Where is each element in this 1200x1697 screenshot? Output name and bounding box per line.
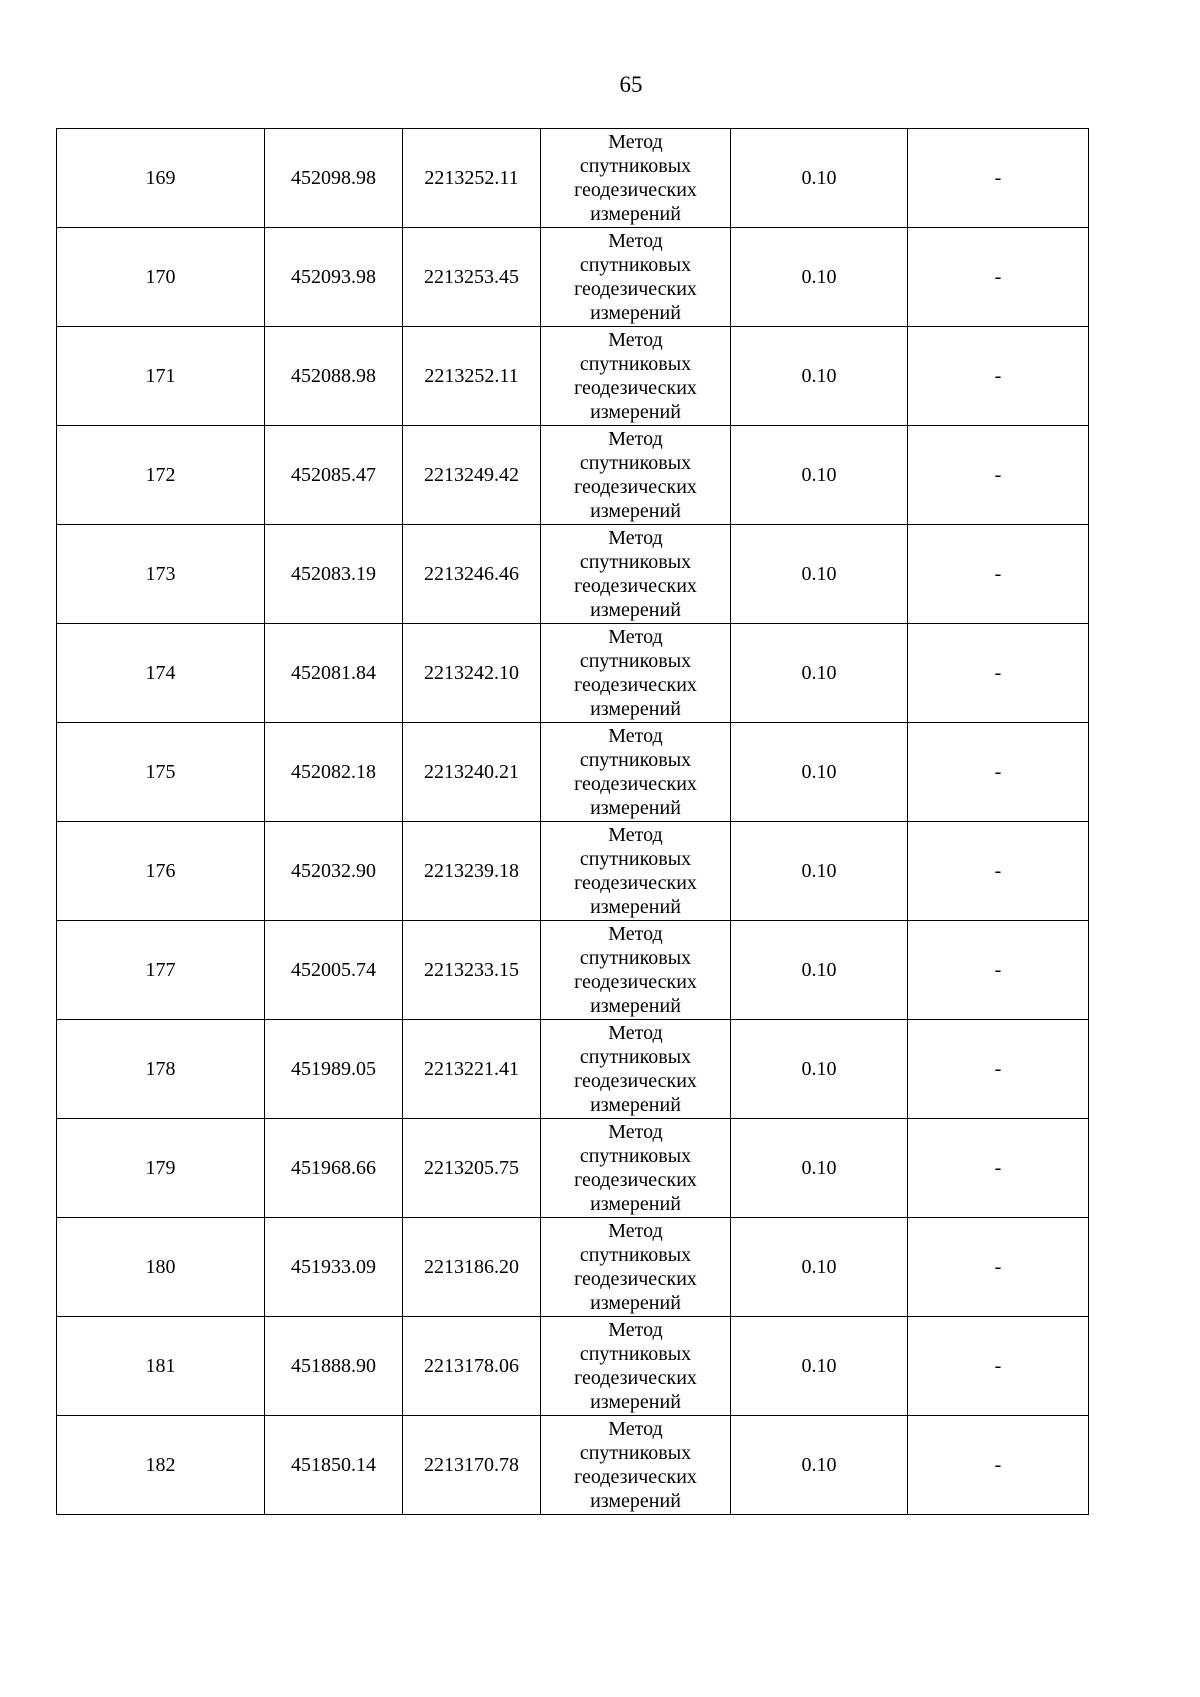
point-number-cell: 174: [57, 624, 265, 723]
point-number-cell: 172: [57, 426, 265, 525]
method-cell: [541, 822, 731, 921]
x-coordinate-cell: 452082.18: [265, 723, 403, 822]
accuracy-cell: 0.10: [731, 1119, 908, 1218]
accuracy-cell: 0.10: [731, 624, 908, 723]
x-coordinate-cell: 451989.05: [265, 1020, 403, 1119]
y-coordinate-cell: 2213186.20: [403, 1218, 541, 1317]
note-cell: -: [908, 822, 1089, 921]
method-line: Метод: [608, 1121, 663, 1143]
table-row: [57, 327, 1089, 426]
accuracy-cell: 0.10: [731, 525, 908, 624]
accuracy-cell: 0.10: [731, 1020, 908, 1119]
method-line: геодезических: [574, 1169, 697, 1191]
method-line: спутниковых: [579, 650, 692, 672]
table-row: [57, 1317, 1089, 1416]
method-line: геодезических: [574, 1268, 697, 1290]
method-line: Метод: [608, 1319, 663, 1341]
method-cell: [541, 723, 731, 822]
method-line: геодезических: [574, 1070, 697, 1092]
note-cell: -: [908, 1416, 1089, 1515]
accuracy-cell: 0.10: [731, 921, 908, 1020]
method-line: Метод: [608, 923, 663, 945]
method-line: Метод: [608, 824, 663, 846]
y-coordinate-cell: 2213170.78: [403, 1416, 541, 1515]
method-line: спутниковых: [579, 947, 692, 969]
point-number-cell: 178: [57, 1020, 265, 1119]
accuracy-cell: 0.10: [731, 129, 908, 228]
y-coordinate-cell: 2213253.45: [403, 228, 541, 327]
y-coordinate-cell: 2213239.18: [403, 822, 541, 921]
table-row: [57, 1119, 1089, 1218]
table-row: [57, 129, 1089, 228]
method-cell: [541, 921, 731, 1020]
method-cell: [541, 228, 731, 327]
method-line: Метод: [608, 1220, 663, 1242]
method-line: измерений: [590, 896, 681, 918]
method-line: измерений: [590, 1391, 681, 1413]
method-line: Метод: [608, 131, 663, 153]
accuracy-cell: 0.10: [731, 327, 908, 426]
table-row: [57, 1020, 1089, 1119]
accuracy-cell: 0.10: [731, 723, 908, 822]
x-coordinate-cell: 452032.90: [265, 822, 403, 921]
method-cell: [541, 1317, 731, 1416]
point-number-cell: 176: [57, 822, 265, 921]
table-row: [57, 822, 1089, 921]
method-line: геодезических: [574, 575, 697, 597]
method-line: спутниковых: [579, 1442, 692, 1464]
method-line: геодезических: [574, 971, 697, 993]
y-coordinate-cell: 2213252.11: [403, 327, 541, 426]
method-line: Метод: [608, 428, 663, 450]
note-cell: -: [908, 1218, 1089, 1317]
method-cell: [541, 624, 731, 723]
x-coordinate-cell: 452005.74: [265, 921, 403, 1020]
page-number: 65: [619, 72, 643, 97]
method-line: измерений: [590, 1094, 681, 1116]
method-line: Метод: [608, 1418, 663, 1440]
method-cell: [541, 1218, 731, 1317]
method-cell: [541, 1416, 731, 1515]
point-number-cell: 169: [57, 129, 265, 228]
table-row: [57, 228, 1089, 327]
method-line: спутниковых: [579, 1046, 692, 1068]
point-number-cell: 170: [57, 228, 265, 327]
x-coordinate-cell: 452081.84: [265, 624, 403, 723]
method-line: спутниковых: [579, 1343, 692, 1365]
table-row: [57, 921, 1089, 1020]
note-cell: -: [908, 921, 1089, 1020]
note-cell: -: [908, 525, 1089, 624]
y-coordinate-cell: 2213221.41: [403, 1020, 541, 1119]
x-coordinate-cell: 452093.98: [265, 228, 403, 327]
y-coordinate-cell: 2213249.42: [403, 426, 541, 525]
method-line: Метод: [608, 527, 663, 549]
x-coordinate-cell: 451888.90: [265, 1317, 403, 1416]
method-line: спутниковых: [579, 1145, 692, 1167]
method-line: измерений: [590, 1292, 681, 1314]
y-coordinate-cell: 2213178.06: [403, 1317, 541, 1416]
method-line: Метод: [608, 1022, 663, 1044]
point-number-cell: 180: [57, 1218, 265, 1317]
method-line: измерений: [590, 698, 681, 720]
x-coordinate-cell: 452083.19: [265, 525, 403, 624]
method-line: спутниковых: [579, 452, 692, 474]
method-line: геодезических: [574, 278, 697, 300]
method-line: геодезических: [574, 773, 697, 795]
x-coordinate-cell: 451968.66: [265, 1119, 403, 1218]
method-line: измерений: [590, 1490, 681, 1512]
y-coordinate-cell: 2213242.10: [403, 624, 541, 723]
method-line: спутниковых: [579, 551, 692, 573]
method-cell: [541, 525, 731, 624]
table-row: [57, 624, 1089, 723]
table-row: [57, 1218, 1089, 1317]
note-cell: -: [908, 228, 1089, 327]
point-number-cell: 171: [57, 327, 265, 426]
method-line: Метод: [608, 329, 663, 351]
note-cell: -: [908, 426, 1089, 525]
note-cell: -: [908, 624, 1089, 723]
method-line: измерений: [590, 500, 681, 522]
method-line: геодезических: [574, 872, 697, 894]
y-coordinate-cell: 2213205.75: [403, 1119, 541, 1218]
point-number-cell: 181: [57, 1317, 265, 1416]
note-cell: -: [908, 1020, 1089, 1119]
table-row: [57, 426, 1089, 525]
y-coordinate-cell: 2213240.21: [403, 723, 541, 822]
y-coordinate-cell: 2213246.46: [403, 525, 541, 624]
x-coordinate-cell: 451933.09: [265, 1218, 403, 1317]
accuracy-cell: 0.10: [731, 1317, 908, 1416]
method-cell: [541, 129, 731, 228]
method-line: спутниковых: [579, 155, 692, 177]
x-coordinate-cell: 452088.98: [265, 327, 403, 426]
table-row: [57, 1416, 1089, 1515]
method-line: геодезических: [574, 476, 697, 498]
method-line: Метод: [608, 626, 663, 648]
method-line: измерений: [590, 797, 681, 819]
y-coordinate-cell: 2213252.11: [403, 129, 541, 228]
y-coordinate-cell: 2213233.15: [403, 921, 541, 1020]
note-cell: -: [908, 723, 1089, 822]
method-line: измерений: [590, 599, 681, 621]
method-line: спутниковых: [579, 254, 692, 276]
table-row: [57, 723, 1089, 822]
accuracy-cell: 0.10: [731, 1218, 908, 1317]
point-number-cell: 177: [57, 921, 265, 1020]
method-cell: [541, 327, 731, 426]
method-line: спутниковых: [579, 848, 692, 870]
note-cell: -: [908, 1317, 1089, 1416]
method-cell: [541, 1020, 731, 1119]
coordinates-table: [56, 128, 1089, 1515]
point-number-cell: 179: [57, 1119, 265, 1218]
table-row: [57, 525, 1089, 624]
point-number-cell: 175: [57, 723, 265, 822]
method-line: спутниковых: [579, 1244, 692, 1266]
x-coordinate-cell: 452085.47: [265, 426, 403, 525]
method-line: геодезических: [574, 1367, 697, 1389]
accuracy-cell: 0.10: [731, 228, 908, 327]
method-line: Метод: [608, 230, 663, 252]
method-line: измерений: [590, 302, 681, 324]
method-line: геодезических: [574, 674, 697, 696]
accuracy-cell: 0.10: [731, 1416, 908, 1515]
method-line: геодезических: [574, 377, 697, 399]
method-line: геодезических: [574, 1466, 697, 1488]
table-body: [57, 129, 1089, 1515]
method-line: Метод: [608, 725, 663, 747]
method-line: измерений: [590, 1193, 681, 1215]
point-number-cell: 173: [57, 525, 265, 624]
x-coordinate-cell: 452098.98: [265, 129, 403, 228]
point-number-cell: 182: [57, 1416, 265, 1515]
x-coordinate-cell: 451850.14: [265, 1416, 403, 1515]
note-cell: -: [908, 327, 1089, 426]
method-line: геодезических: [574, 179, 697, 201]
accuracy-cell: 0.10: [731, 426, 908, 525]
method-line: измерений: [590, 995, 681, 1017]
method-line: измерений: [590, 203, 681, 225]
method-line: спутниковых: [579, 749, 692, 771]
method-cell: [541, 426, 731, 525]
method-line: спутниковых: [579, 353, 692, 375]
note-cell: -: [908, 1119, 1089, 1218]
accuracy-cell: 0.10: [731, 822, 908, 921]
method-line: измерений: [590, 401, 681, 423]
method-cell: [541, 1119, 731, 1218]
note-cell: -: [908, 129, 1089, 228]
